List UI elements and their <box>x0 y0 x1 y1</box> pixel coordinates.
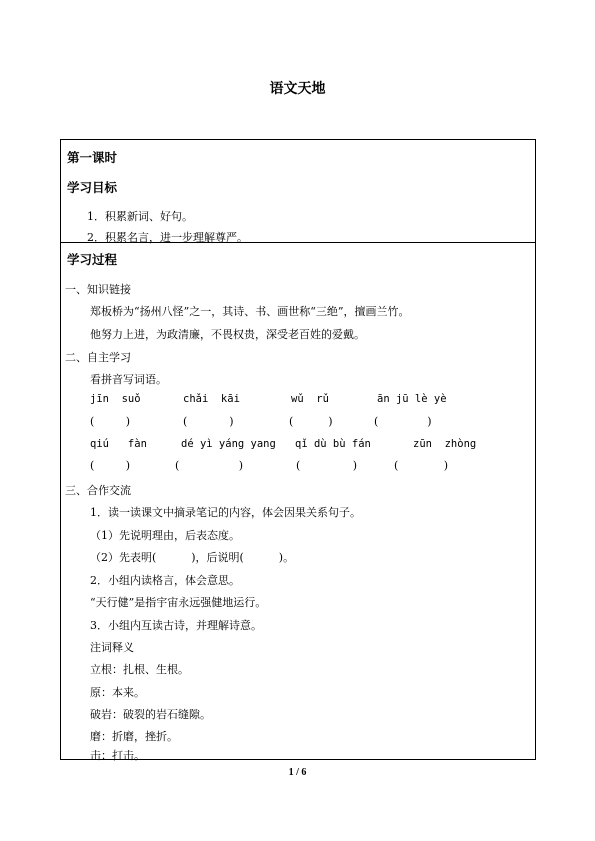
section-3-title: 三、合作交流 <box>65 484 131 497</box>
exchange-line: 击：打击。 <box>90 749 145 762</box>
exchange-line: 原：本来。 <box>90 686 145 699</box>
process-heading: 学习过程 <box>67 252 118 267</box>
exchange-line: 破岩：破裂的岩石缝隙。 <box>90 708 211 721</box>
exchange-line: 磨：折磨，挫折。 <box>90 730 178 743</box>
pinyin-instruction: 看拼音写词语。 <box>90 373 167 386</box>
pinyin-item: qǐ dù bù fán <box>295 438 371 450</box>
exchange-line: “天行健”是指宇宙永远强健地运行。 <box>90 596 267 609</box>
goal-heading: 学习目标 <box>67 180 118 195</box>
lesson-goal-box <box>60 139 536 243</box>
exchange-line: 2．小组内读格言，体会意思。 <box>90 574 240 587</box>
section-2-title: 二、自主学习 <box>65 351 131 364</box>
knowledge-line-2: 他努力上进，为政清廉，不畏权贵，深受老百姓的爱戴。 <box>90 328 365 341</box>
exchange-line: （1）先说明理由，后表态度。 <box>90 529 240 542</box>
answer-blank: ( ) <box>183 415 234 428</box>
pinyin-item: ān jū lè yè <box>377 393 447 405</box>
lesson-label: 第一课时 <box>67 150 118 165</box>
answer-blank: ( ) <box>296 459 358 472</box>
answer-blank: ( ) <box>374 415 432 428</box>
answer-blank: ( ) <box>90 459 131 472</box>
answer-blank: ( ) <box>289 415 333 428</box>
exchange-line: （2）先表明( )，后说明( )。 <box>90 551 295 564</box>
document-title: 语文天地 <box>269 81 326 97</box>
pinyin-item: chǎi kāi <box>183 393 240 405</box>
exchange-line: 注词释义 <box>90 641 134 654</box>
pinyin-item: qiú fàn <box>90 438 147 450</box>
answer-blank: ( ) <box>394 459 449 472</box>
pinyin-item: jīn suǒ <box>90 393 141 405</box>
exchange-line: 3．小组内互读古诗，并理解诗意。 <box>90 619 262 632</box>
section-1-title: 一、知识链接 <box>65 283 131 296</box>
pinyin-item: dé yì yáng yang <box>181 438 276 450</box>
pinyin-item: wǔ rǔ <box>291 393 329 405</box>
knowledge-line-1: 郑板桥为“扬州八怪”之一，其诗、书、画世称“三绝”，擅画兰竹。 <box>90 305 410 318</box>
learning-process-box <box>60 241 536 760</box>
goal-item-2: 2．积累名言，进一步理解尊严。 <box>87 231 248 244</box>
pinyin-item: zūn zhòng <box>413 438 477 450</box>
answer-blank: ( ) <box>90 415 131 428</box>
answer-blank: ( ) <box>175 459 244 472</box>
exchange-line: 立根：扎根、生根。 <box>90 663 189 676</box>
goal-item-1: 1．积累新词、好句。 <box>87 210 193 223</box>
exchange-line: 1．读一读课文中摘录笔记的内容，体会因果关系句子。 <box>90 506 361 519</box>
page-number: 1 / 6 <box>288 767 307 778</box>
